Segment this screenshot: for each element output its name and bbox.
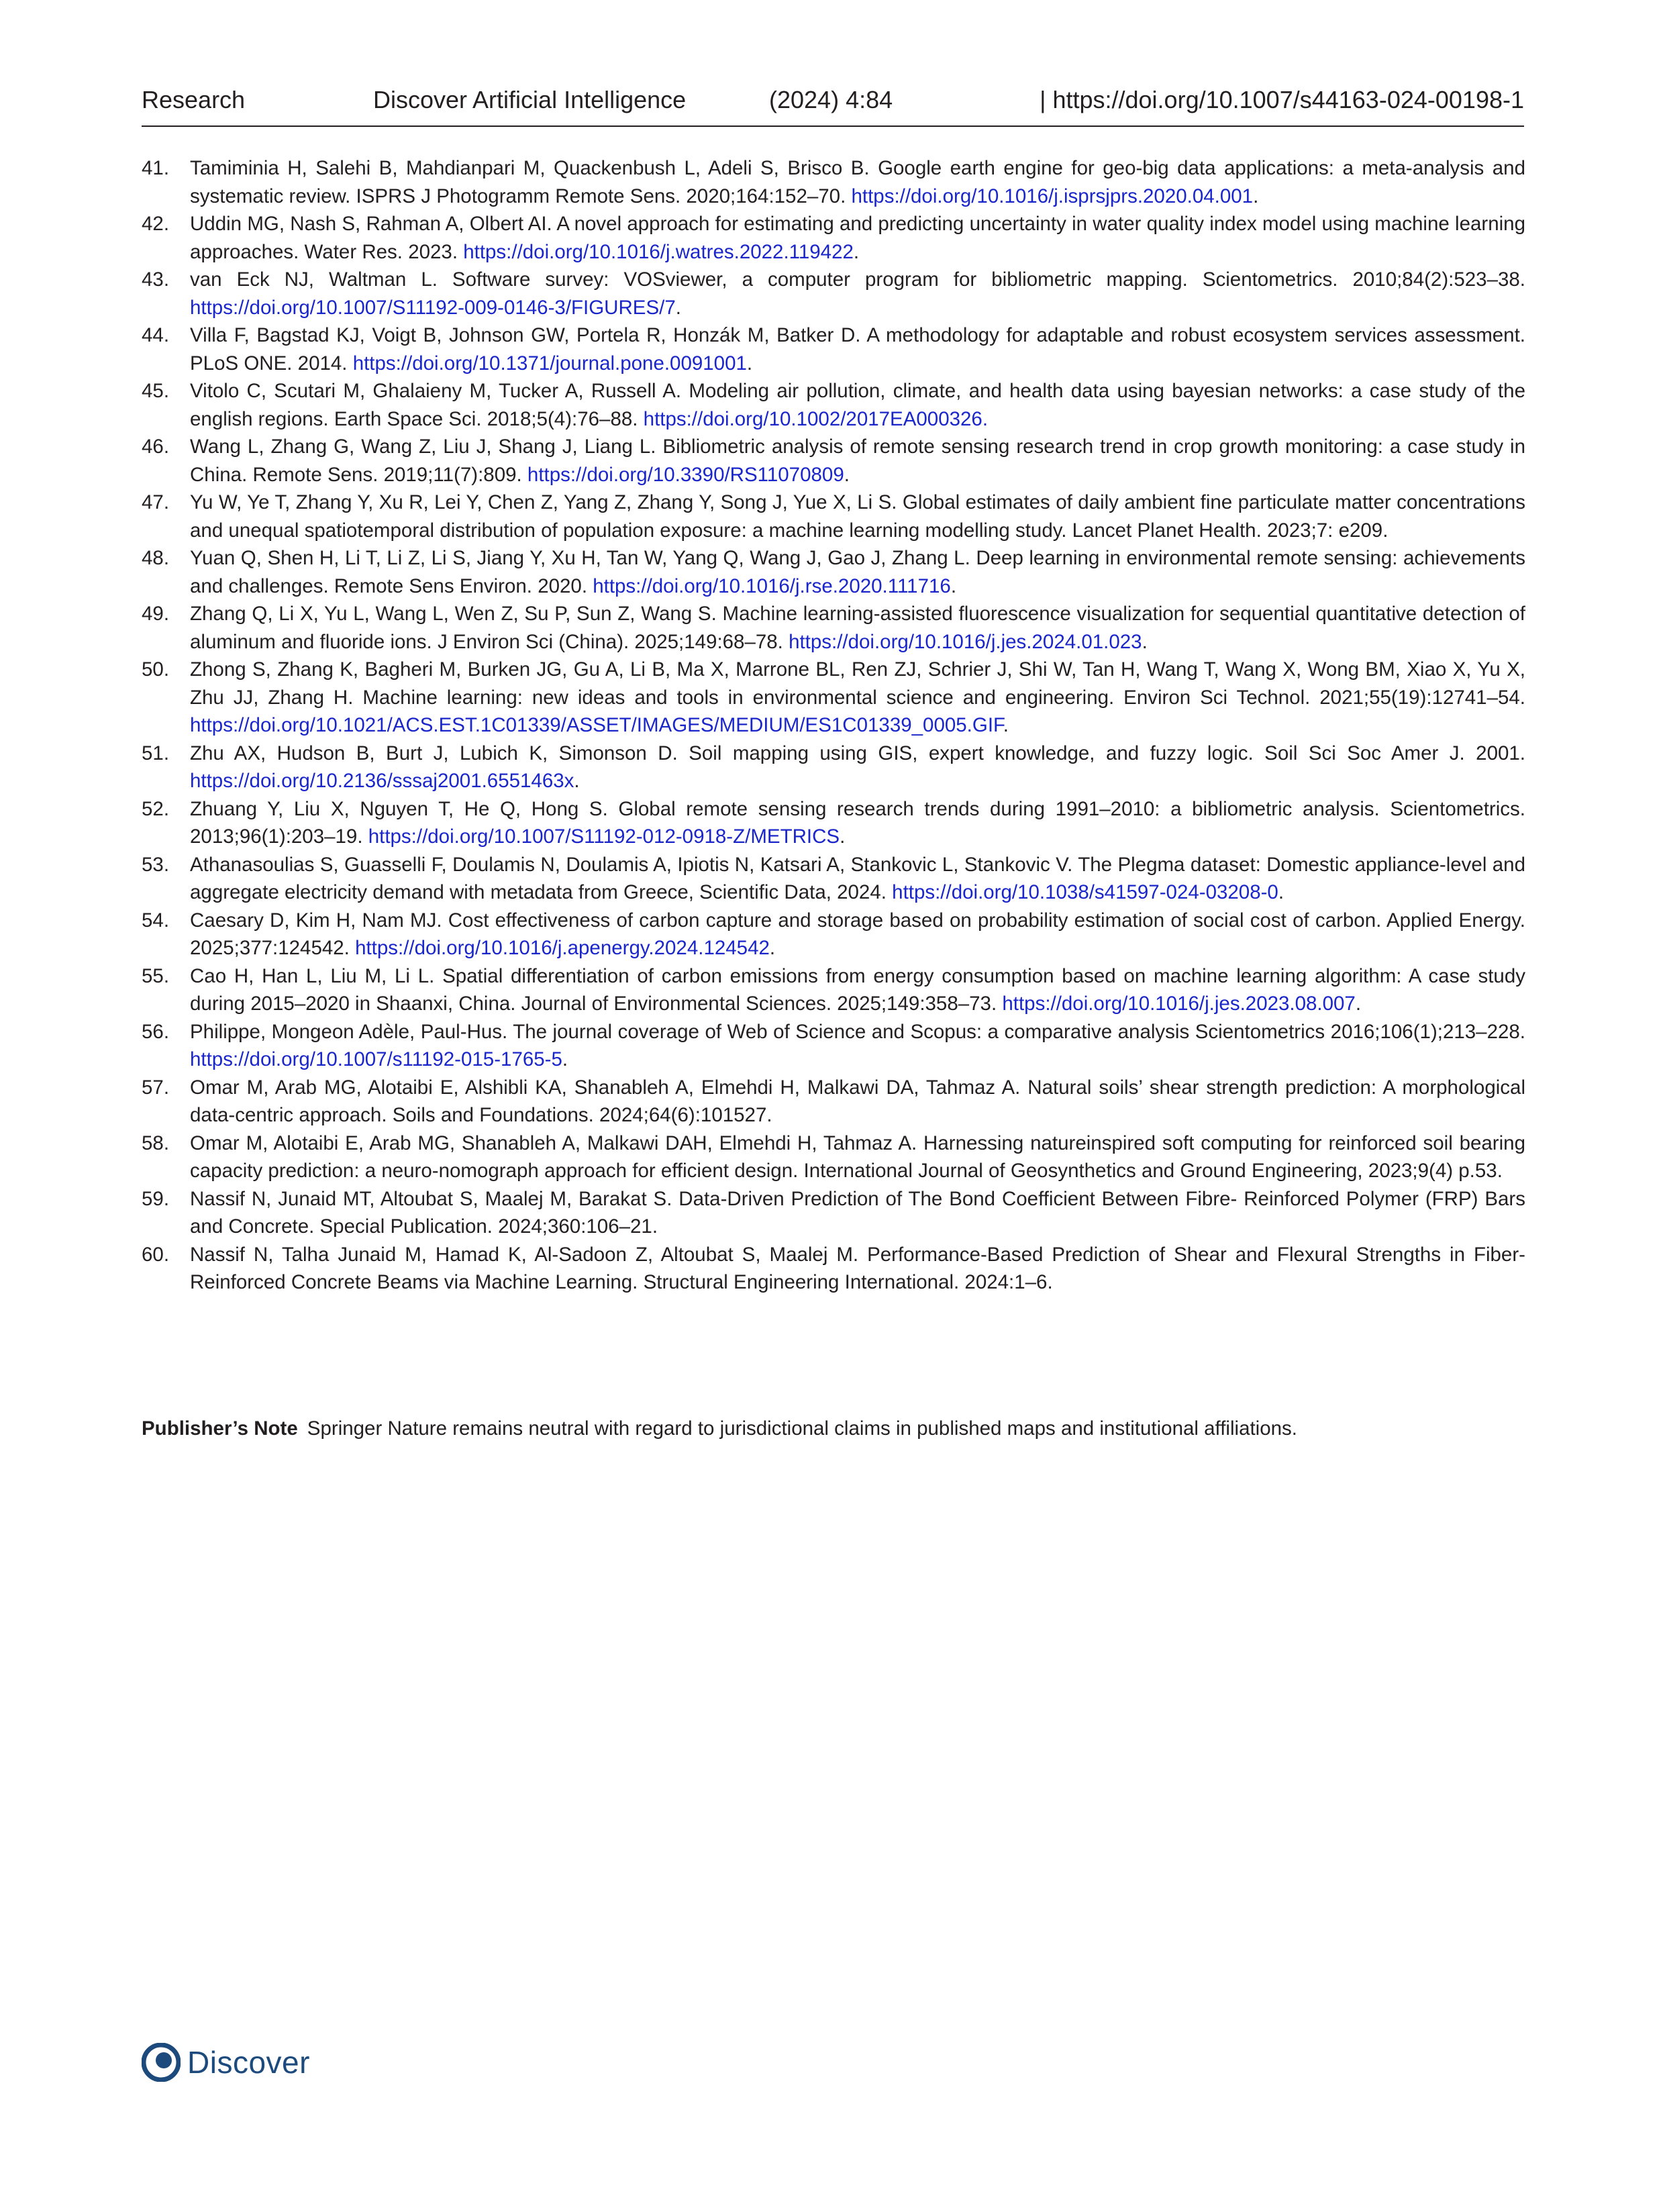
reference-text: Omar M, Arab MG, Alotaibi E, Alshibli KA, Shanableh A, Elmehdi H, Malkawi DA, Tahmaz A. Natural soils’ shear strength prediction: A morphological data-centric approach. Soils and Foundations. 2024;64(6):101527.: [190, 1076, 1525, 1126]
reference-text: Zhang Q, Li X, Yu L, Wang L, Wen Z, Su P, Sun Z, Wang S. Machine learning-assisted fluorescence visualization for sequential quantitative detection of aluminum and fluoride ions. J Environ Sci (China). 2025;149:68–78.: [190, 603, 1525, 653]
reference-body: [190, 210, 1525, 266]
reference-tail: .: [746, 352, 753, 374]
reference-item: [142, 1241, 1525, 1297]
reference-doi-link[interactable]: https://doi.org/10.1016/j.apenergy.2024.124542: [355, 937, 770, 959]
reference-tail: .: [950, 574, 957, 597]
reference-item: [142, 851, 1525, 907]
reference-text: Athanasoulias S, Guasselli F, Doulamis N, Doulamis A, Ipiotis N, Katsari A, Stankovic L, Stankovic V. The Plegma dataset: Domestic appliance-level and aggregate electricity demand with metadata from Greece, Scientific Data, 2024.: [190, 853, 1525, 903]
reference-doi-link[interactable]: https://doi.org/10.1021/ACS.EST.1C01339/ASSET/IMAGES/MEDIUM/ES1C01339_0005.GIF: [190, 714, 1003, 736]
header-divider: [142, 125, 1524, 127]
reference-text: Nassif N, Talha Junaid M, Hamad K, Al-Sadoon Z, Altoubat S, Maalej M. Performance-Based Prediction of Shear and Flexural Strengths in Fiber-Reinforced Concrete Beams via Machine Learning. Structural Engineering International. 2024:1–6.: [190, 1243, 1525, 1293]
running-header: [142, 86, 1524, 126]
reference-doi-link[interactable]: https://doi.org/10.1016/j.jes.2023.08.007: [1002, 993, 1356, 1015]
footer-brand: Discover: [187, 2045, 310, 2080]
header-doi: | https://doi.org/10.1007/s44163-024-00198-1: [1040, 86, 1524, 113]
reference-body: [190, 1018, 1525, 1074]
reference-number: 54.: [142, 909, 170, 932]
reference-tail: .: [769, 937, 776, 959]
reference-number: 43.: [142, 268, 170, 291]
reference-item: [142, 907, 1525, 962]
reference-text: Nassif N, Junaid MT, Altoubat S, Maalej M, Barakat S. Data-Driven Prediction of The Bond Coefficient Between Fibre- Reinforced Polymer (FRP) Bars and Concrete. Special Publication. 2024;360:106–21.: [190, 1187, 1525, 1238]
reference-doi-link[interactable]: https://doi.org/10.1016/j.watres.2022.119422: [463, 240, 854, 263]
reference-doi-link[interactable]: https://doi.org/10.1038/s41597-024-03208-0: [892, 881, 1278, 903]
reference-tail: .: [675, 296, 681, 319]
reference-number: 50.: [142, 658, 170, 681]
reference-doi-link[interactable]: https://doi.org/10.3390/RS11070809: [527, 463, 844, 486]
reference-number: 58.: [142, 1132, 170, 1154]
reference-body: [190, 377, 1525, 433]
reference-number: 52.: [142, 797, 170, 820]
reference-body: [190, 851, 1525, 907]
reference-body: [190, 154, 1525, 210]
reference-item: [142, 962, 1525, 1018]
reference-body: [190, 266, 1525, 321]
reference-body: [190, 1074, 1525, 1129]
reference-item: [142, 656, 1525, 740]
reference-body: [190, 1185, 1525, 1241]
reference-body: [190, 600, 1525, 656]
reference-list: [142, 154, 1525, 1297]
reference-text: Zhong S, Zhang K, Bagheri M, Burken JG, Gu A, Li B, Ma X, Marrone BL, Ren ZJ, Schrier J, Shi W, Tan H, Wang T, Wang X, Wong BM, Xiao X, Yu X, Zhu JJ, Zhang H. Machine learning: new ideas and tools in environmental science and engineering. Environ Sci Technol. 2021;55(19):12741–54.: [190, 658, 1525, 709]
reference-tail: .: [1278, 881, 1284, 903]
reference-body: [190, 1129, 1525, 1185]
reference-item: [142, 489, 1525, 544]
reference-number: 55.: [142, 964, 170, 987]
reference-tail: .: [840, 825, 846, 848]
reference-text: Philippe, Mongeon Adèle, Paul-Hus. The journal coverage of Web of Science and Scopus: a comparative analysis Scientometrics 2016;106(1);213–228.: [190, 1020, 1525, 1043]
reference-tail: .: [844, 463, 850, 486]
reference-item: [142, 795, 1525, 851]
reference-item: [142, 154, 1525, 210]
reference-text: Zhuang Y, Liu X, Nguyen T, He Q, Hong S. Global remote sensing research trends during 1991–2010: a bibliometric analysis. Scientometrics. 2013;96(1):203–19.: [190, 797, 1525, 848]
reference-tail: .: [1253, 185, 1259, 207]
reference-item: [142, 266, 1525, 321]
reference-tail: .: [1355, 993, 1362, 1015]
reference-tail: .: [853, 240, 860, 263]
reference-number: 49.: [142, 603, 170, 625]
reference-text: Omar M, Alotaibi E, Arab MG, Shanableh A, Malkawi DAH, Elmehdi H, Tahmaz A. Harnessing natureinspired soft computing for reinforced soil bearing capacity prediction: a neuro-nomograph approach for efficient design. International Journal of Geosynthetics and Ground Engineering, 2023;9(4) p.53.: [190, 1132, 1525, 1182]
header-year-volume: (2024) 4:84: [769, 86, 893, 113]
reference-text: Uddin MG, Nash S, Rahman A, Olbert AI. A novel approach for estimating and predicting uncertainty in water quality index model using machine learning approaches. Water Res. 2023.: [190, 213, 1525, 263]
reference-number: 53.: [142, 853, 170, 876]
reference-text: Caesary D, Kim H, Nam MJ. Cost effectiveness of carbon capture and storage based on probability estimation of social cost of carbon. Applied Energy. 2025;377:124542.: [190, 909, 1525, 959]
reference-text: Wang L, Zhang G, Wang Z, Liu J, Shang J, Liang L. Bibliometric analysis of remote sensing research trend in crop growth monitoring: a case study in China. Remote Sens. 2019;11(7):809.: [190, 436, 1525, 486]
reference-item: [142, 210, 1525, 266]
publisher-note-text: Springer Nature remains neutral with regard to jurisdictional claims in published maps and institutional affiliations.: [307, 1417, 1297, 1440]
reference-doi-link[interactable]: https://doi.org/10.2136/sssaj2001.6551463x: [190, 770, 574, 792]
reference-body: [190, 489, 1525, 544]
reference-number: 42.: [142, 213, 170, 235]
reference-item: [142, 321, 1525, 377]
reference-text: Zhu AX, Hudson B, Burt J, Lubich K, Simonson D. Soil mapping using GIS, expert knowledge, and fuzzy logic. Soil Sci Soc Amer J. 2001.: [190, 742, 1525, 764]
footer-logo: [142, 2040, 310, 2084]
reference-doi-link[interactable]: https://doi.org/10.1016/j.isprsjprs.2020.04.001: [851, 185, 1254, 207]
reference-body: [190, 740, 1525, 795]
reference-tail: .: [1003, 714, 1009, 736]
reference-number: 48.: [142, 547, 170, 569]
reference-item: [142, 740, 1525, 795]
reference-doi-link[interactable]: https://doi.org/10.1007/s11192-015-1765-5: [190, 1048, 562, 1070]
header-journal: Discover Artificial Intelligence: [373, 86, 687, 113]
reference-doi-link[interactable]: https://doi.org/10.1007/S11192-012-0918-Z/METRICS: [368, 825, 840, 848]
reference-item: [142, 1074, 1525, 1129]
reference-tail: .: [562, 1048, 568, 1070]
reference-number: 59.: [142, 1187, 170, 1210]
reference-doi-link[interactable]: https://doi.org/10.1002/2017EA000326.: [643, 407, 989, 430]
reference-text: Yu W, Ye T, Zhang Y, Xu R, Lei Y, Chen Z, Yang Z, Zhang Y, Song J, Yue X, Li S. Global estimates of daily ambient fine particulate matter concentrations and unequal spatiotemporal distribution of population exposure: a machine learning modelling study. Lancet Planet Health. 2023;7: e209.: [190, 491, 1525, 542]
reference-item: [142, 600, 1525, 656]
reference-number: 45.: [142, 380, 170, 402]
reference-text: van Eck NJ, Waltman L. Software survey: VOSviewer, a computer program for bibliometric mapping. Scientometrics. 2010;84(2):523–38.: [190, 268, 1525, 291]
reference-text: Tamiminia H, Salehi B, Mahdianpari M, Quackenbush L, Adeli S, Brisco B. Google earth engine for geo-big data applications: a meta-analysis and systematic review. ISPRS J Photogramm Remote Sens. 2020;164:152–70.: [190, 157, 1525, 207]
reference-text: Villa F, Bagstad KJ, Voigt B, Johnson GW, Portela R, Honzák M, Batker D. A methodology for adaptable and robust ecosystem services assessment. PLoS ONE. 2014.: [190, 324, 1525, 374]
reference-body: [190, 433, 1525, 489]
reference-number: 44.: [142, 324, 170, 346]
reference-number: 47.: [142, 491, 170, 513]
reference-item: [142, 1018, 1525, 1074]
reference-item: [142, 544, 1525, 600]
reference-item: [142, 1185, 1525, 1241]
reference-number: 41.: [142, 157, 170, 179]
reference-item: [142, 377, 1525, 433]
reference-doi-link[interactable]: https://doi.org/10.1371/journal.pone.0091001: [352, 352, 747, 374]
reference-text: Cao H, Han L, Liu M, Li L. Spatial differentiation of carbon emissions from energy consumption based on machine learning algorithm: A case study during 2015–2020 in Shaanxi, China. Journal of Environmental Sciences. 2025;149:358–73.: [190, 964, 1525, 1015]
reference-tail: .: [1142, 630, 1148, 653]
reference-doi-link[interactable]: https://doi.org/10.1016/j.jes.2024.01.023: [789, 630, 1142, 653]
reference-tail: .: [574, 770, 580, 792]
reference-number: 57.: [142, 1076, 170, 1099]
reference-text: Vitolo C, Scutari M, Ghalaieny M, Tucker A, Russell A. Modeling air pollution, climate, and health data using bayesian networks: a case study of the english regions. Earth Space Sci. 2018;5(4):76–88.: [190, 380, 1525, 430]
publisher-note: [142, 1415, 1525, 1443]
reference-text: Yuan Q, Shen H, Li T, Li Z, Li S, Jiang Y, Xu H, Tan W, Yang Q, Wang J, Gao J, Zhang L. Deep learning in environmental remote sensing: achievements and challenges. Remote Sens Environ. 2020.: [190, 547, 1525, 597]
reference-doi-link[interactable]: https://doi.org/10.1016/j.rse.2020.111716: [593, 574, 951, 597]
reference-number: 60.: [142, 1243, 170, 1266]
reference-body: [190, 544, 1525, 600]
reference-doi-link[interactable]: https://doi.org/10.1007/S11192-009-0146-3/FIGURES/7: [190, 296, 676, 319]
reference-body: [190, 1241, 1525, 1297]
reference-item: [142, 433, 1525, 489]
reference-body: [190, 795, 1525, 851]
discover-logo-icon: [142, 2043, 181, 2082]
reference-body: [190, 656, 1525, 740]
reference-number: 51.: [142, 742, 170, 764]
reference-body: [190, 907, 1525, 962]
header-section: Research: [142, 86, 246, 113]
reference-body: [190, 321, 1525, 377]
publisher-note-label: Publisher’s Note: [142, 1417, 298, 1440]
reference-item: [142, 1129, 1525, 1185]
reference-number: 56.: [142, 1020, 170, 1043]
reference-body: [190, 962, 1525, 1018]
reference-number: 46.: [142, 436, 170, 458]
